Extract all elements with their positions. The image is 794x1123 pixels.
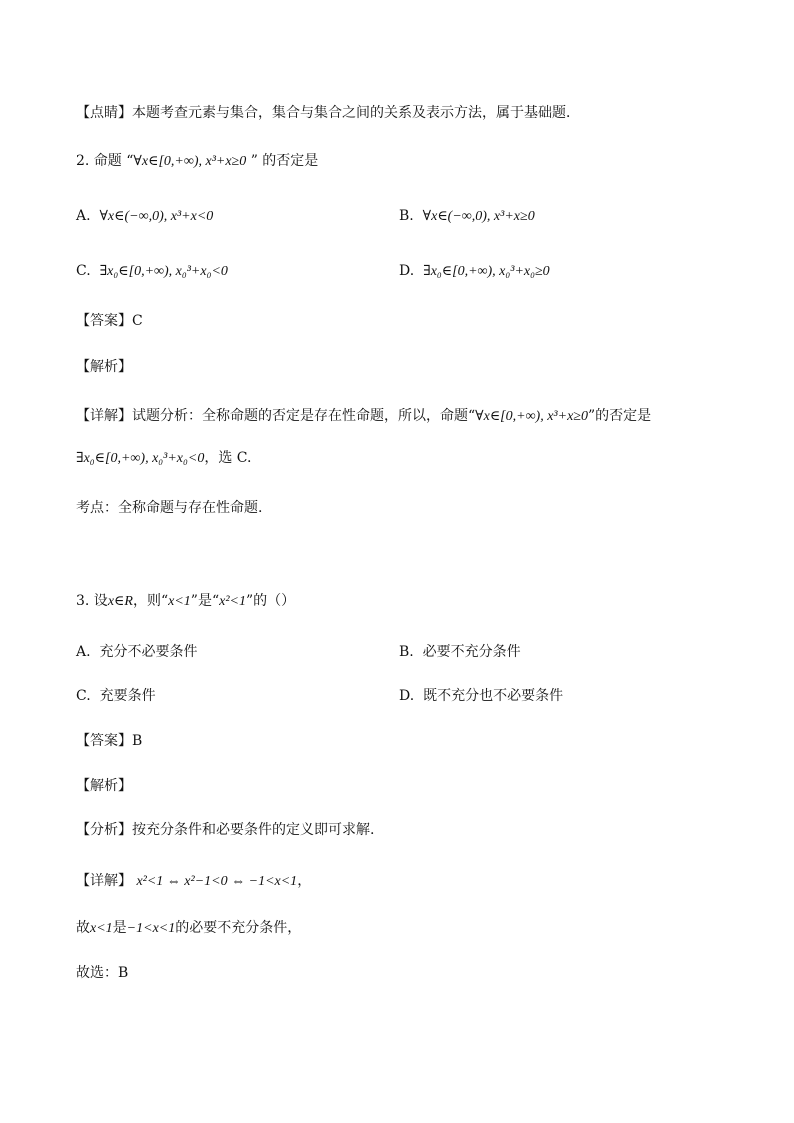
q2-option-c-math: ∃x₀∈[0,+∞), x₀³+x₀<0	[99, 264, 228, 279]
q3-stem-t1: ，则“	[132, 593, 169, 609]
q2-detail-math2: ∃x₀∈[0,+∞), x₀³+x₀<0	[76, 451, 205, 466]
q2-option-c	[76, 261, 228, 282]
q2-option-a-label: A.	[76, 208, 91, 224]
q2-option-c-label: C.	[76, 263, 91, 279]
q3-detail-tag: 【详解】	[76, 873, 132, 889]
q3-stem-t2: ”是“	[190, 593, 220, 609]
q2-detail-text3: ，选 C.	[204, 450, 252, 466]
q2-analysis-tag: 【解析】	[76, 359, 132, 375]
q2-detail-tag: 【详解】	[76, 408, 132, 424]
q3-stem-m2: x<1	[168, 594, 191, 609]
q3-analysis-tag: 【解析】	[76, 778, 132, 794]
q2-kaodian: 考点：全称命题与存在性命题.	[76, 500, 263, 516]
q3-answer	[76, 731, 142, 751]
q3-answer-value: B	[132, 733, 143, 749]
q3-option-c	[76, 686, 156, 706]
q3-answer-tag: 【答案】	[76, 733, 132, 749]
q3-detail-tail: ，	[297, 873, 312, 889]
q2-answer-tag: 【答案】	[76, 313, 132, 329]
q3-fenxi	[76, 820, 374, 840]
q3-line2-a: 故	[76, 920, 90, 936]
q3-detail-math: x²<1 ⇔ x²−1<0 ⇔ −1<x<1	[136, 874, 298, 889]
q2-answer	[76, 311, 143, 331]
q2-detail-text1: 试题分析：全称命题的否定是存在性命题，所以，命题“	[132, 408, 476, 424]
q2-option-d-label: D.	[399, 263, 415, 279]
q3-number: 3. 设	[76, 593, 108, 609]
q2-answer-value: C	[132, 313, 143, 329]
q3-stem-m3: x²<1	[219, 594, 246, 609]
q3-option-d-text: 既不充分也不必要条件	[423, 688, 564, 704]
q3-stem	[76, 591, 295, 612]
q3-option-b-label: B.	[399, 644, 414, 660]
q2-detail-line2	[76, 448, 251, 469]
tip-text: 本题考查元素与集合，集合与集合之间的关系及表示方法，属于基础题．	[132, 105, 580, 121]
q3-option-a-label: A.	[76, 644, 91, 660]
q3-option-c-text: 充要条件	[99, 688, 156, 704]
q3-option-a	[76, 642, 197, 662]
q3-stem-m1: x∈R	[107, 594, 133, 609]
q3-stem-t3: ”的（）	[245, 593, 296, 609]
tip-tag: 【点睛】	[76, 105, 132, 121]
q3-option-d	[399, 686, 563, 706]
q3-option-b	[399, 642, 521, 662]
q3-line2-c: 的必要不充分条件，	[175, 920, 302, 936]
q2-detail-math1: ∀x∈[0,+∞), x³+x≥0	[475, 409, 588, 424]
q2-option-b-math: ∀x∈(−∞,0), x³+x≥0	[422, 209, 535, 224]
q3-line2-m2: −1<x<1	[126, 921, 176, 936]
q2-option-b-label: B.	[399, 208, 414, 224]
q3-detail-line2	[76, 918, 301, 939]
q3-option-a-text: 充分不必要条件	[99, 644, 198, 660]
q3-fenxi-tag: 【分析】	[76, 822, 132, 838]
q3-line2-m1: x<1	[90, 921, 113, 936]
q3-line2-b: 是	[112, 920, 127, 936]
q3-option-c-label: C.	[76, 688, 91, 704]
q2-stem-tail: ” 的否定是	[246, 153, 319, 169]
q2-number: 2. 命题 “	[76, 153, 134, 169]
q2-stem	[76, 151, 318, 172]
q3-conclusion: 故选：B	[76, 965, 129, 981]
q2-detail-text2: ”的否定是	[587, 408, 652, 424]
q2-stem-math: ∀x∈[0,+∞), x³+x≥0	[133, 154, 247, 169]
q2-detail-line1	[76, 406, 651, 427]
q2-option-d-math: ∃x₀∈[0,+∞), x₀³+x₀≥0	[423, 264, 550, 279]
q3-option-b-text: 必要不充分条件	[422, 644, 521, 660]
q3-detail-line1	[76, 871, 311, 892]
q2-option-d	[399, 261, 550, 282]
q3-fenxi-text: 按充分条件和必要条件的定义即可求解.	[132, 822, 375, 838]
tip-line	[76, 103, 580, 123]
q3-option-d-label: D.	[399, 688, 415, 704]
q2-option-a	[76, 206, 213, 227]
q2-option-a-math: ∀x∈(−∞,0), x³+x<0	[99, 209, 214, 224]
q2-option-b	[399, 206, 535, 227]
